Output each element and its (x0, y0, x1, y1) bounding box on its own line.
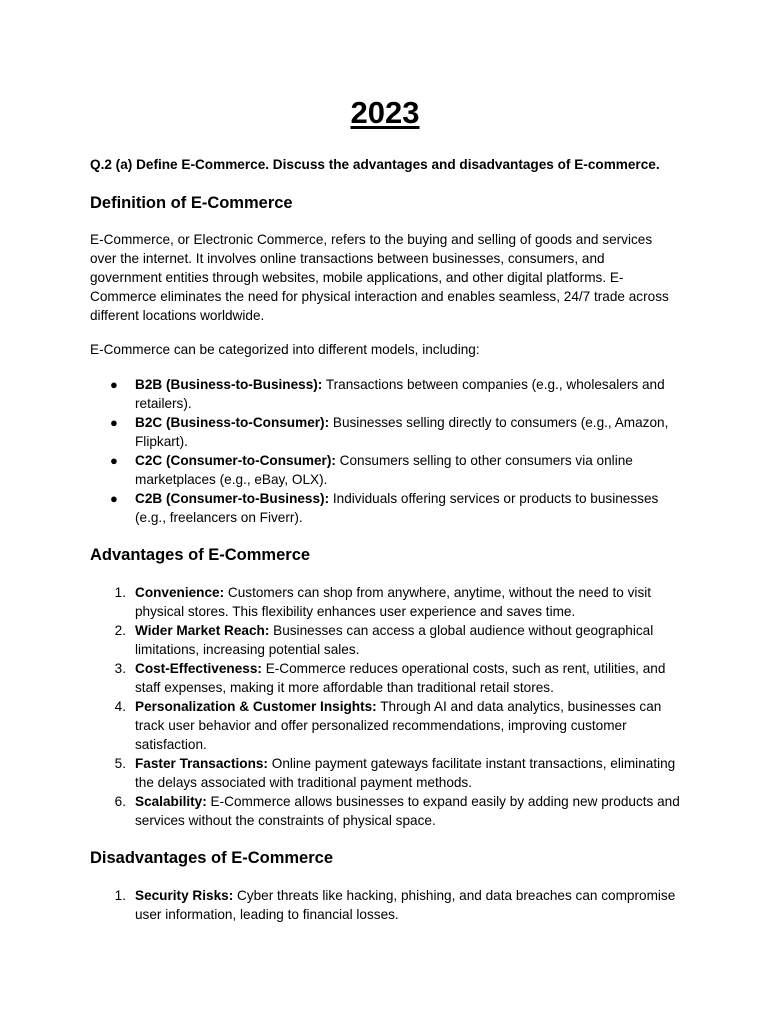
advantage-text: Customers can shop from anywhere, anytime, without the need to visit physical stores. This flexibility enhances user experience and saves time. (135, 585, 652, 619)
model-text: Businesses selling directly to consumers (e.g., Amazon, Flipkart). (135, 415, 669, 449)
list-item (90, 451, 680, 489)
disadvantages-heading: Disadvantages of E-Commerce (90, 849, 333, 867)
list-item (90, 621, 680, 659)
bullet-icon: ● (110, 415, 118, 430)
advantages-heading: Advantages of E-Commerce (90, 546, 311, 564)
advantage-text: E-Commerce reduces operational costs, such as rent, utilities, and staff expenses, making it more affordable than traditional retail stores. (135, 661, 666, 695)
list-item (90, 659, 680, 697)
bullet-icon: ● (110, 377, 118, 392)
advantage-text: Businesses can access a global audience without geographical limitations, increasing potential sales. (135, 623, 654, 657)
model-text: Individuals offering services or products to businesses (e.g., freelancers on Fiverr). (135, 491, 659, 525)
question-text: Q.2 (a) Define E-Commerce. Discuss the advantages and disadvantages of E-commerce. (90, 157, 660, 172)
models-list (90, 375, 680, 527)
model-text: Consumers selling to other consumers via online marketplaces (e.g., eBay, OLX). (135, 453, 633, 487)
model-text: Transactions between companies (e.g., wholesalers and retailers). (135, 377, 665, 411)
item-number: 6. (114, 794, 126, 809)
list-item (90, 375, 680, 413)
bullet-icon: ● (110, 453, 118, 468)
definition-paragraph: E-Commerce, or Electronic Commerce, refers to the buying and selling of goods and services over the internet. It involves online transactions between businesses, consumers, and government entities through websites, mobile applications, and other digital platforms. E-Commerce eliminates the need for physical interaction and enables seamless, 24/7 trade across different locations worldwide. (90, 232, 669, 323)
item-number: 2. (114, 623, 126, 638)
advantage-term: Personalization & Customer Insights: (135, 699, 377, 714)
item-number: 1. (114, 888, 126, 903)
advantage-term: Faster Transactions: (135, 756, 268, 771)
disadvantage-text: Cyber threats like hacking, phishing, and data breaches can compromise user information, leading to financial losses. (135, 888, 676, 922)
item-number: 1. (114, 585, 126, 600)
advantages-list (90, 583, 680, 830)
disadvantage-term: Security Risks: (135, 888, 234, 903)
definition-heading: Definition of E-Commerce (90, 194, 293, 212)
model-term: C2B (Consumer-to-Business): (135, 491, 330, 506)
list-item (90, 489, 680, 527)
advantage-term: Wider Market Reach: (135, 623, 270, 638)
list-item (90, 583, 680, 621)
advantage-term: Cost-Effectiveness: (135, 661, 262, 676)
models-intro: E-Commerce can be categorized into different models, including: (90, 342, 480, 357)
disadvantages-list (90, 886, 680, 924)
model-term: C2C (Consumer-to-Consumer): (135, 453, 336, 468)
list-item (90, 886, 680, 924)
list-item (90, 792, 680, 830)
advantage-term: Convenience: (135, 585, 225, 600)
item-number: 4. (114, 699, 126, 714)
list-item (90, 697, 680, 754)
document-title: 2023 (350, 95, 420, 130)
advantage-term: Scalability: (135, 794, 207, 809)
model-term: B2C (Business-to-Consumer): (135, 415, 330, 430)
list-item (90, 754, 680, 792)
item-number: 3. (114, 661, 126, 676)
model-term: B2B (Business-to-Business): (135, 377, 323, 392)
list-item (90, 413, 680, 451)
item-number: 5. (114, 756, 126, 771)
advantage-text: Online payment gateways facilitate instant transactions, eliminating the delays associated with traditional payment methods. (135, 756, 676, 790)
bullet-icon: ● (110, 491, 118, 506)
advantage-text: E-Commerce allows businesses to expand easily by adding new products and services without the constraints of physical space. (135, 794, 680, 828)
advantage-text: Through AI and data analytics, businesses can track user behavior and offer personalized recommendations, improving customer satisfaction. (135, 699, 662, 752)
